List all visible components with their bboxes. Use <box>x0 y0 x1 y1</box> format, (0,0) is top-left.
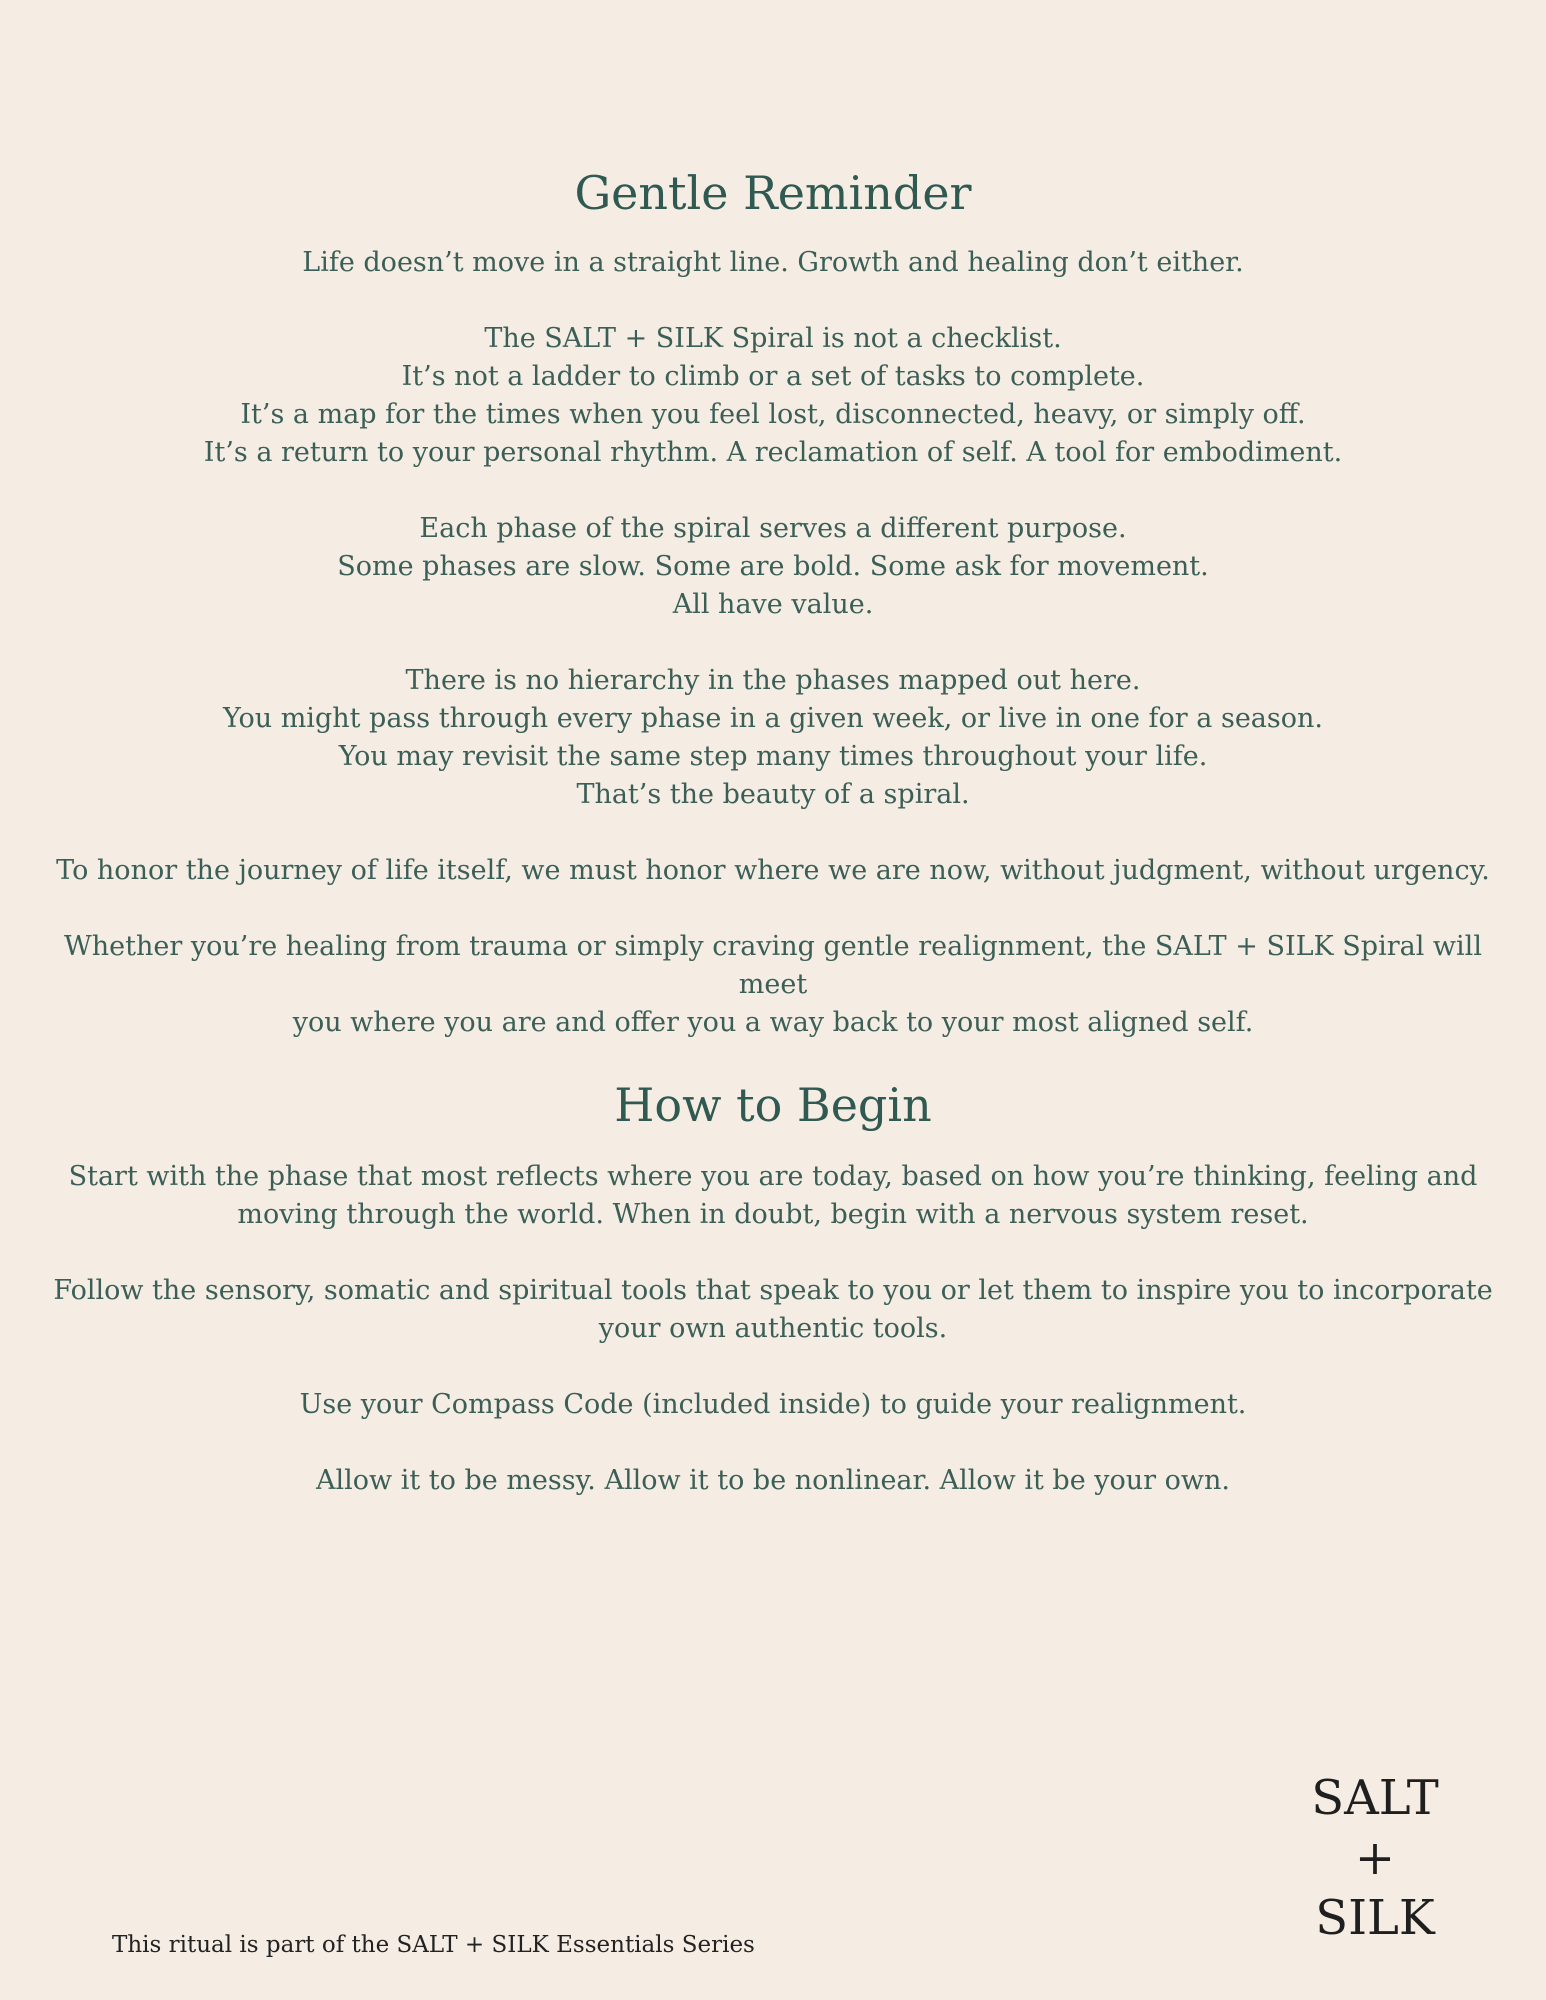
gentle-reminder-paragraph <box>30 320 1516 472</box>
how-to-begin-paragraph <box>30 1386 1516 1424</box>
paragraph-line: The SALT + SILK Spiral is not a checklist. <box>484 323 1062 354</box>
paragraph-line: All have value. <box>672 589 874 620</box>
series-footer-note: This ritual is part of the SALT + SILK Essentials Series <box>112 1932 755 1958</box>
how-to-begin-paragraph <box>30 1158 1516 1234</box>
logo-line: SALT <box>1311 1770 1439 1826</box>
paragraph-line: You might pass through every phase in a given week, or live in one for a season. <box>223 703 1323 734</box>
paragraph-line: your own authentic tools. <box>598 1313 948 1344</box>
paragraph-line: moving through the world. When in doubt, begin with a nervous system reset. <box>237 1199 1309 1230</box>
paragraph-line: It’s a return to your personal rhythm. A reclamation of self. A tool for embodiment. <box>203 437 1343 468</box>
brand-logo <box>1300 1768 1450 1948</box>
gentle-reminder-paragraph <box>30 852 1516 890</box>
paragraph-line: That’s the beauty of a spiral. <box>576 779 970 810</box>
how-to-begin-heading: How to Begin <box>614 1078 932 1132</box>
gentle-reminder-paragraph <box>30 928 1516 1042</box>
logo-line: + <box>1354 1830 1396 1886</box>
paragraph-line: Some phases are slow. Some are bold. Some ask for movement. <box>337 551 1209 582</box>
how-to-begin-section <box>30 1072 1516 1500</box>
how-to-begin-paragraph <box>30 1272 1516 1348</box>
paragraph-line: Whether you’re healing from trauma or simply craving gentle realignment, the SALT + SILK Spiral will meet <box>64 931 1482 1000</box>
paragraph-line: Use your Compass Code (included inside) to guide your realignment. <box>299 1389 1247 1420</box>
paragraph-line: Allow it to be messy. Allow it to be nonlinear. Allow it be your own. <box>316 1465 1230 1496</box>
paragraph-line: It’s not a ladder to climb or a set of tasks to complete. <box>401 361 1145 392</box>
paragraph-line: Follow the sensory, somatic and spiritual tools that speak to you or let them to inspire you to incorporate <box>53 1275 1493 1306</box>
paragraph-line: To honor the journey of life itself, we must honor where we are now, without judgment, without urgency. <box>56 855 1490 886</box>
paragraph-line: you where you are and offer you a way back to your most aligned self. <box>292 1007 1254 1038</box>
gentle-reminder-heading: Gentle Reminder <box>574 166 972 220</box>
logo-line: SILK <box>1315 1890 1435 1946</box>
gentle-reminder-paragraph <box>30 510 1516 624</box>
gentle-reminder-section <box>30 160 1516 1042</box>
paragraph-line: Life doesn’t move in a straight line. Growth and healing don’t either. <box>302 247 1244 278</box>
gentle-reminder-paragraph <box>30 244 1516 282</box>
paragraph-line: Start with the phase that most reflects where you are today, based on how you’re thinking, feeling and <box>68 1161 1478 1192</box>
gentle-reminder-paragraph <box>30 662 1516 814</box>
paragraph-line: Each phase of the spiral serves a different purpose. <box>419 513 1127 544</box>
paragraph-line: There is no hierarchy in the phases mapped out here. <box>405 665 1141 696</box>
how-to-begin-paragraph <box>30 1462 1516 1500</box>
paragraph-line: It’s a map for the times when you feel lost, disconnected, heavy, or simply off. <box>240 399 1306 430</box>
paragraph-line: You may revisit the same step many times throughout your life. <box>338 741 1208 772</box>
page-content <box>30 150 1516 1538</box>
